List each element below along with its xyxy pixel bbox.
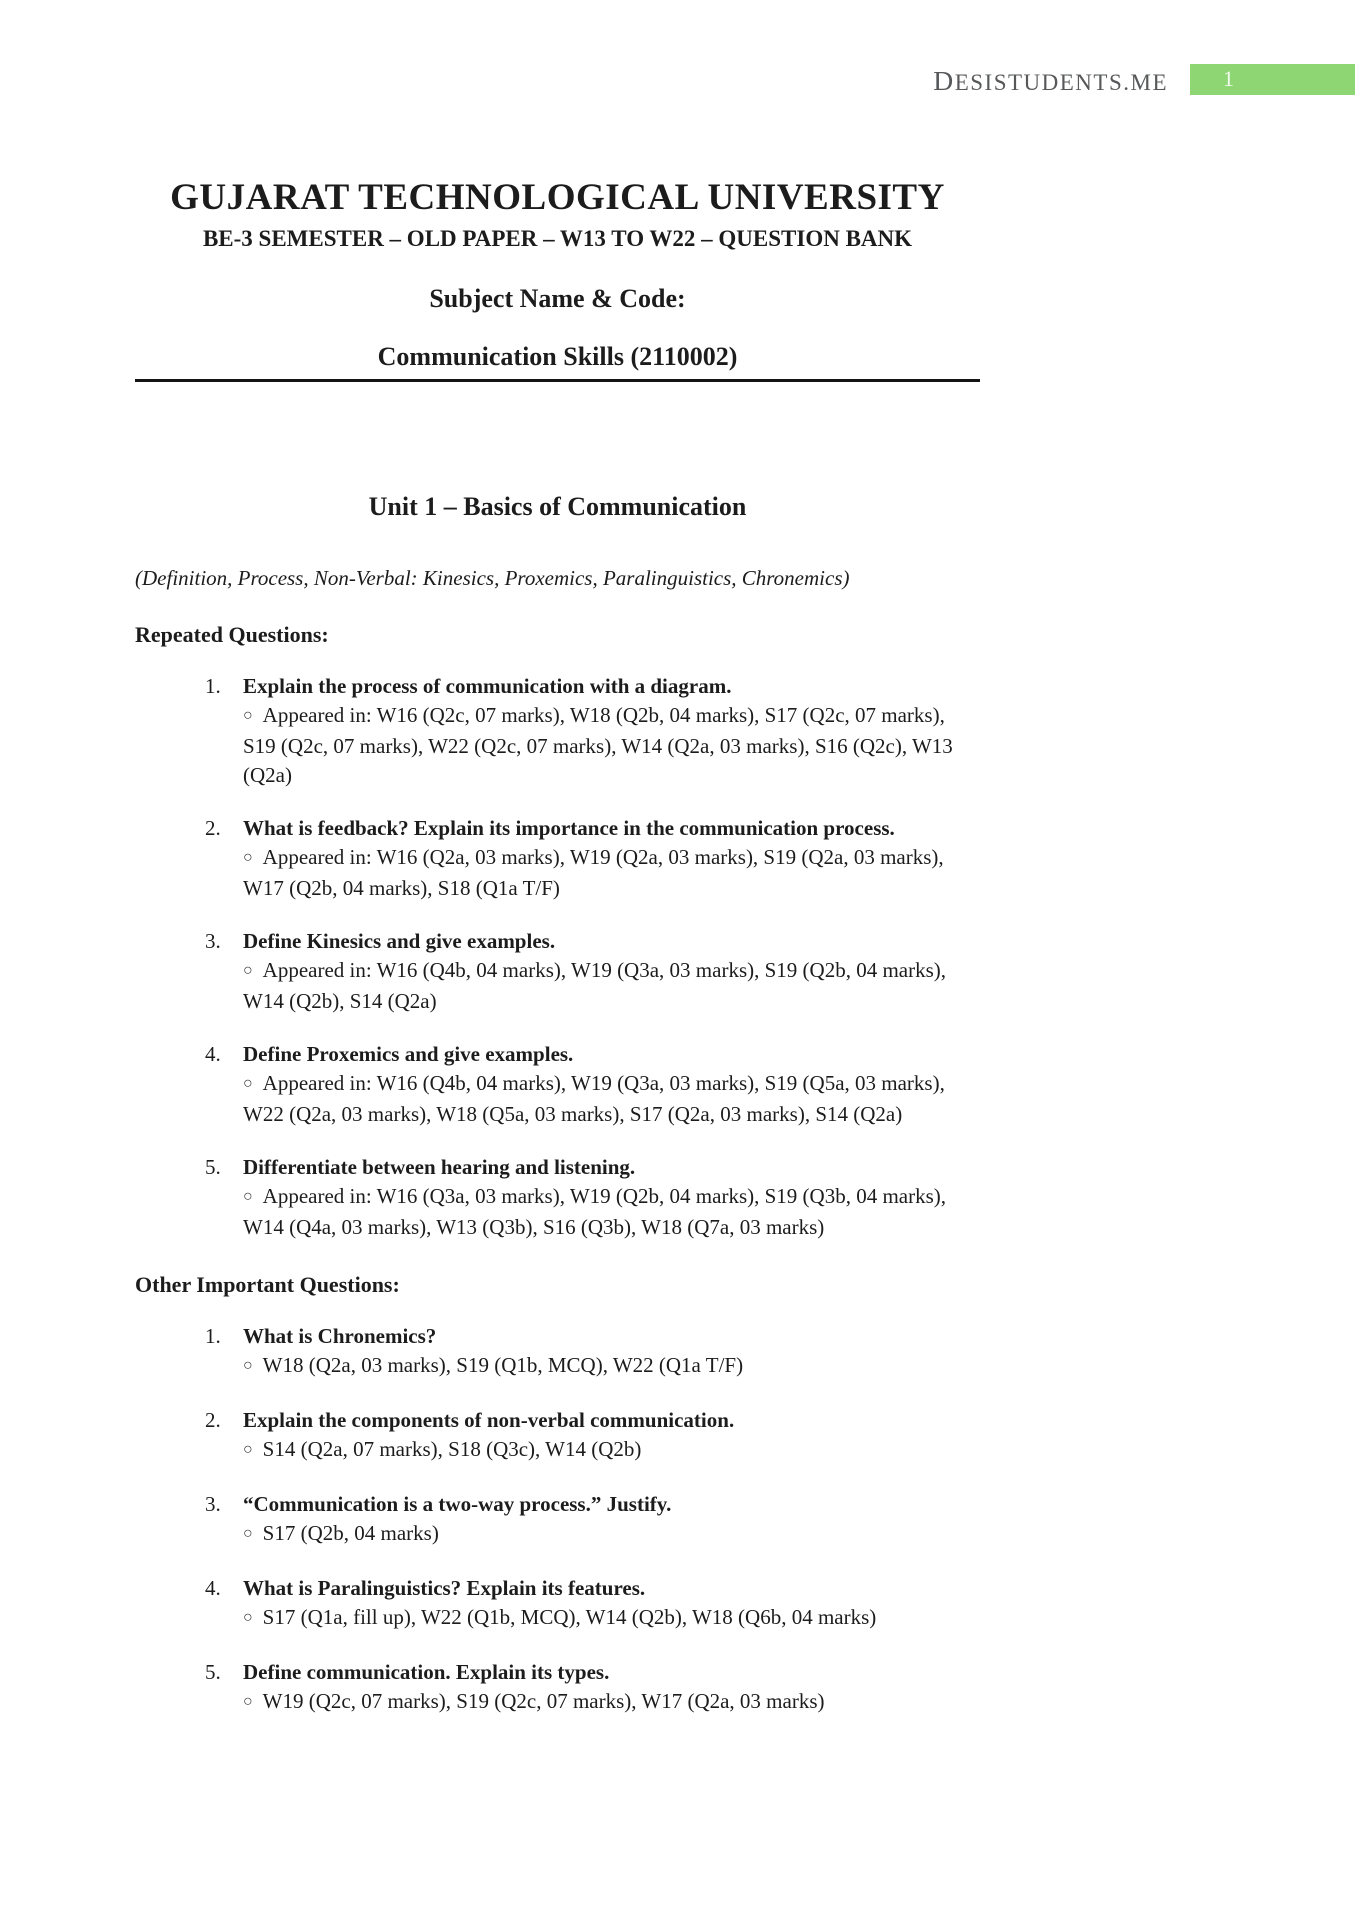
other-questions-list	[135, 1322, 980, 1718]
question-text: Explain the components of non-verbal communication.	[243, 1408, 735, 1433]
question-item	[135, 1322, 980, 1382]
appearance-text: ○ Appeared in: W16 (Q2a, 03 marks), W19 (Q2a, 03 marks), S19 (Q2a, 03 marks), W17 (Q2b, 04 marks), S18 (Q1a T/F)	[243, 843, 980, 903]
question-item	[135, 814, 980, 903]
question-text: What is Paralinguistics? Explain its features.	[243, 1576, 646, 1601]
page-header	[0, 62, 1358, 96]
section-heading-other: Other Important Questions:	[135, 1272, 400, 1298]
appearance-text: ○ W19 (Q2c, 07 marks), S19 (Q2c, 07 marks), W17 (Q2a, 03 marks)	[243, 1687, 980, 1718]
section-heading-repeated: Repeated Questions:	[135, 622, 329, 648]
question-item	[135, 1574, 980, 1634]
appearance-text: ○ Appeared in: W16 (Q4b, 04 marks), W19 (Q3a, 03 marks), S19 (Q2b, 04 marks), W14 (Q2b), S14 (Q2a)	[243, 956, 980, 1016]
page-number-badge	[1190, 64, 1355, 95]
question-text: “Communication is a two-way process.” Justify.	[243, 1492, 672, 1517]
subject-name-label: Subject Name & Code:	[429, 283, 686, 313]
question-item	[135, 672, 980, 790]
site-watermark: DESISTUDENTS.ME	[933, 65, 1168, 96]
paper-banner: BE-3 SEMESTER – OLD PAPER – W13 TO W22 – QUESTION BANK	[202, 225, 913, 251]
appearance-text: ○ W18 (Q2a, 03 marks), S19 (Q1b, MCQ), W22 (Q1a T/F)	[243, 1351, 980, 1382]
appearance-text: ○ S17 (Q1a, fill up), W22 (Q1b, MCQ), W14 (Q2b), W18 (Q6b, 04 marks)	[243, 1603, 980, 1634]
appearance-text: ○ Appeared in: W16 (Q3a, 03 marks), W19 (Q2b, 04 marks), S19 (Q3b, 04 marks), W14 (Q4a, 03 marks), W13 (Q3b), S16 (Q3b), W18 (Q7a, 03 marks)	[243, 1182, 980, 1242]
unit-topics: (Definition, Process, Non-Verbal: Kinesics, Proxemics, Paralinguistics, Chronemics)	[135, 565, 850, 590]
question-text: Differentiate between hearing and listening.	[243, 1155, 636, 1180]
divider-rule	[135, 379, 980, 382]
university-title: GUJARAT TECHNOLOGICAL UNIVERSITY	[170, 177, 945, 218]
question-text: What is Chronemics?	[243, 1324, 437, 1349]
question-text: Define Kinesics and give examples.	[243, 929, 556, 954]
appearance-text: ○ S14 (Q2a, 07 marks), S18 (Q3c), W14 (Q2b)	[243, 1435, 980, 1466]
question-item	[135, 1406, 980, 1466]
question-text: What is feedback? Explain its importance in the communication process.	[243, 816, 895, 841]
question-item	[135, 927, 980, 1016]
question-text: Explain the process of communication with a diagram.	[243, 674, 732, 699]
document-content	[135, 150, 980, 1718]
page-number: 1	[1223, 66, 1234, 91]
question-item	[135, 1658, 980, 1718]
question-item	[135, 1490, 980, 1550]
appearance-text: ○ S17 (Q2b, 04 marks)	[243, 1519, 980, 1550]
question-item	[135, 1153, 980, 1242]
appearance-text: ○ Appeared in: W16 (Q4b, 04 marks), W19 (Q3a, 03 marks), S19 (Q5a, 03 marks), W22 (Q2a, 03 marks), W18 (Q5a, 03 marks), S17 (Q2a, 03 marks), S14 (Q2a)	[243, 1069, 980, 1129]
unit-title: Unit 1 – Basics of Communication	[368, 491, 747, 521]
question-text: Define Proxemics and give examples.	[243, 1042, 574, 1067]
repeated-questions-list	[135, 672, 980, 1242]
question-item	[135, 1040, 980, 1129]
subject-name-value: Communication Skills (2110002)	[377, 341, 738, 371]
appearance-text: ○ Appeared in: W16 (Q2c, 07 marks), W18 (Q2b, 04 marks), S17 (Q2c, 07 marks), S19 (Q2c, 07 marks), W22 (Q2c, 07 marks), W14 (Q2a, 03 marks), S16 (Q2c), W13 (Q2a)	[243, 701, 980, 790]
question-text: Define communication. Explain its types.	[243, 1660, 610, 1685]
